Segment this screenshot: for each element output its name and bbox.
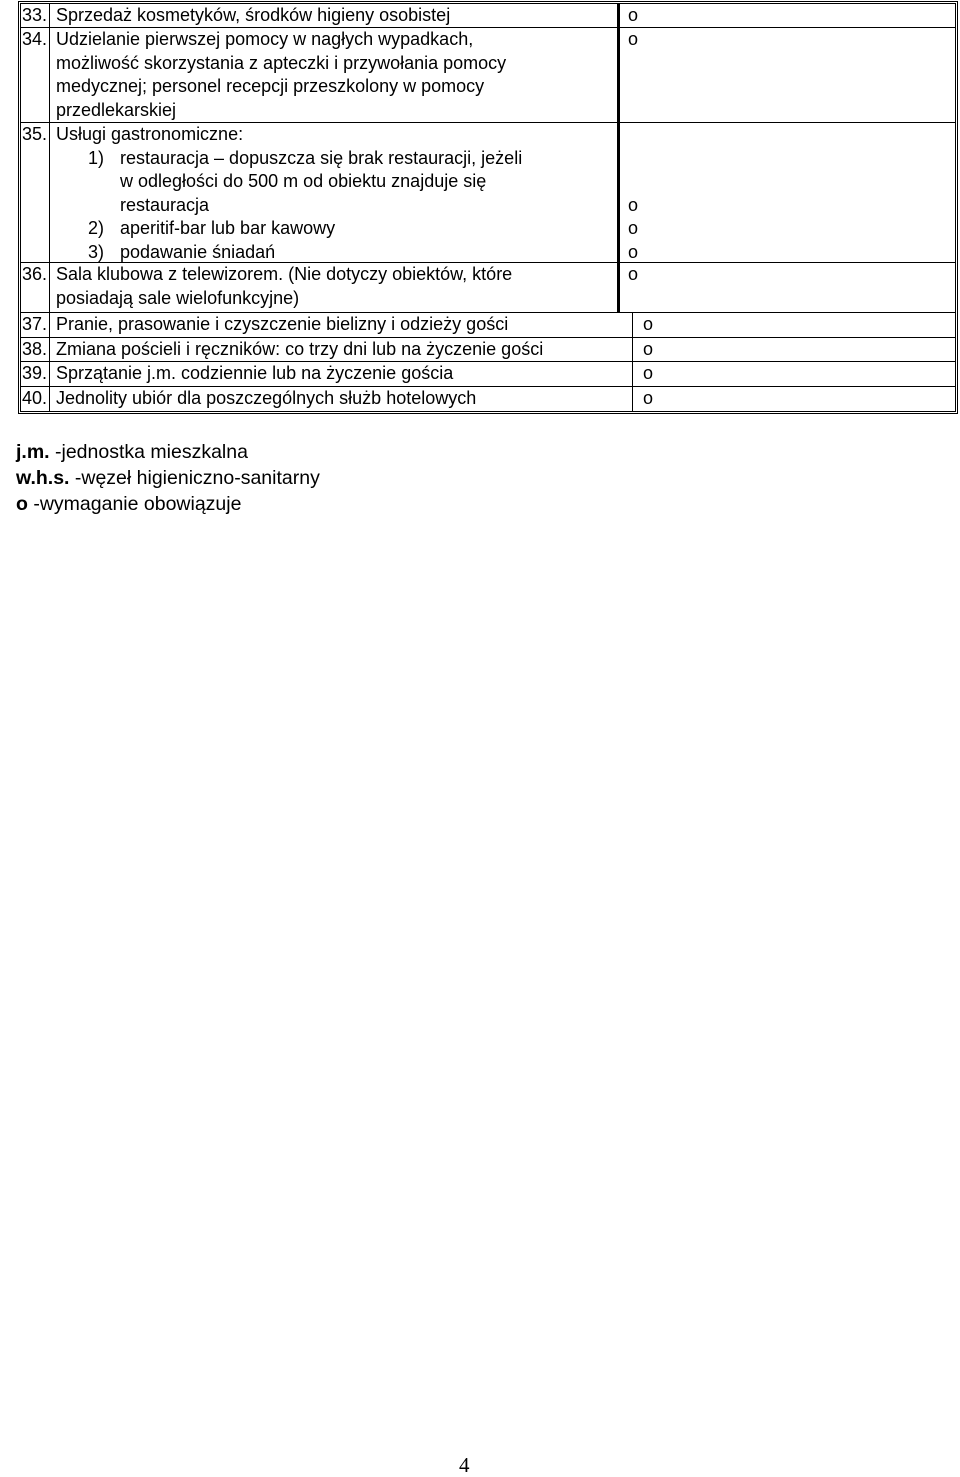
legend-item <box>16 491 320 517</box>
row-number: 40. <box>21 387 50 411</box>
row-description: Pranie, prasowanie i czyszczenie bielizny i odzieży gości <box>50 313 633 337</box>
description-line: medycznej; personel recepcji przeszkolony w pomocy <box>56 76 485 96</box>
blank-line <box>628 123 955 147</box>
legend-definition: -wymaganie obowiązuje <box>33 493 242 515</box>
list-item-text <box>120 147 617 218</box>
legend-abbreviation: w.h.s. <box>16 467 70 489</box>
row-description: Sprzątanie j.m. codziennie lub na życzenie gościa <box>50 362 633 386</box>
description-title: Usługi gastronomiczne: <box>56 124 244 144</box>
legend-definition: -jednostka mieszkalna <box>55 441 248 463</box>
list-item <box>56 147 617 218</box>
list-item <box>56 241 617 265</box>
row-number: 36. <box>21 263 50 312</box>
requirement-mark: o <box>628 29 639 49</box>
row-description <box>50 263 620 312</box>
row-number: 39. <box>21 362 50 386</box>
list-item-number: 2) <box>88 218 105 238</box>
requirements-table <box>18 1 958 414</box>
row-description <box>50 4 620 27</box>
page-number: 4 <box>459 1453 470 1477</box>
blank-line <box>628 147 955 171</box>
table-row <box>21 387 955 411</box>
requirement-mark: o <box>643 363 654 383</box>
row-description <box>50 28 620 122</box>
table-row <box>21 313 955 338</box>
legend-abbreviation: o <box>16 493 28 515</box>
row-number: 37. <box>21 313 50 337</box>
list-item <box>56 217 617 241</box>
description-line: możliwość skorzystania z apteczki i przywołania pomocy <box>56 52 507 73</box>
list-item-text <box>120 241 617 265</box>
row-description: Jednolity ubiór dla poszczególnych służb hotelowych <box>50 387 633 411</box>
blank-line <box>628 170 955 194</box>
row-number: 35. <box>21 123 50 262</box>
table-row <box>21 263 955 313</box>
list-item-number: 3) <box>88 241 105 262</box>
table-row <box>21 28 955 123</box>
description-line: restauracja – dopuszcza się brak restauracji, jeżeli <box>120 147 523 168</box>
row-description <box>50 123 620 262</box>
description-line: podawanie śniadań <box>120 241 276 262</box>
description-line: Sala klubowa z telewizorem. (Nie dotyczy obiektów, które <box>56 264 513 284</box>
requirement-mark-column <box>620 123 955 262</box>
table-row <box>21 123 955 263</box>
description-line: Sprzedaż kosmetyków, środków higieny osobistej <box>56 5 451 25</box>
description-line: Udzielanie pierwszej pomocy w nagłych wypadkach, <box>56 29 474 49</box>
requirement-mark: o <box>643 339 654 359</box>
requirement-mark: o <box>628 264 639 284</box>
requirement-mark: o <box>643 388 654 408</box>
requirement-mark: o <box>628 5 639 25</box>
list-item-text <box>120 217 617 241</box>
row-description: Zmiana pościeli i ręczników: co trzy dni lub na życzenie gości <box>50 338 633 361</box>
description-line: restauracja <box>120 194 210 215</box>
legend <box>16 439 320 517</box>
description-line: w odległości do 500 m od obiektu znajduje się <box>120 171 487 191</box>
table-row <box>21 362 955 387</box>
requirement-mark: o <box>628 241 639 262</box>
row-number: 38. <box>21 338 50 361</box>
table-row <box>21 338 955 362</box>
table-row <box>21 4 955 28</box>
row-number: 34. <box>21 28 50 122</box>
requirement-mark: o <box>628 194 639 215</box>
legend-definition: -węzeł higieniczno-sanitarny <box>74 467 320 489</box>
requirement-mark: o <box>628 218 639 238</box>
legend-item <box>16 439 320 465</box>
description-line: aperitif-bar lub bar kawowy <box>120 218 336 238</box>
list-item-number: 1) <box>88 147 105 168</box>
requirement-mark: o <box>643 314 654 334</box>
description-line: przedlekarskiej <box>56 99 177 120</box>
description-line: posiadają sale wielofunkcyjne) <box>56 287 300 308</box>
legend-item <box>16 465 320 491</box>
legend-abbreviation: j.m. <box>16 441 50 463</box>
row-number: 33. <box>21 4 50 27</box>
